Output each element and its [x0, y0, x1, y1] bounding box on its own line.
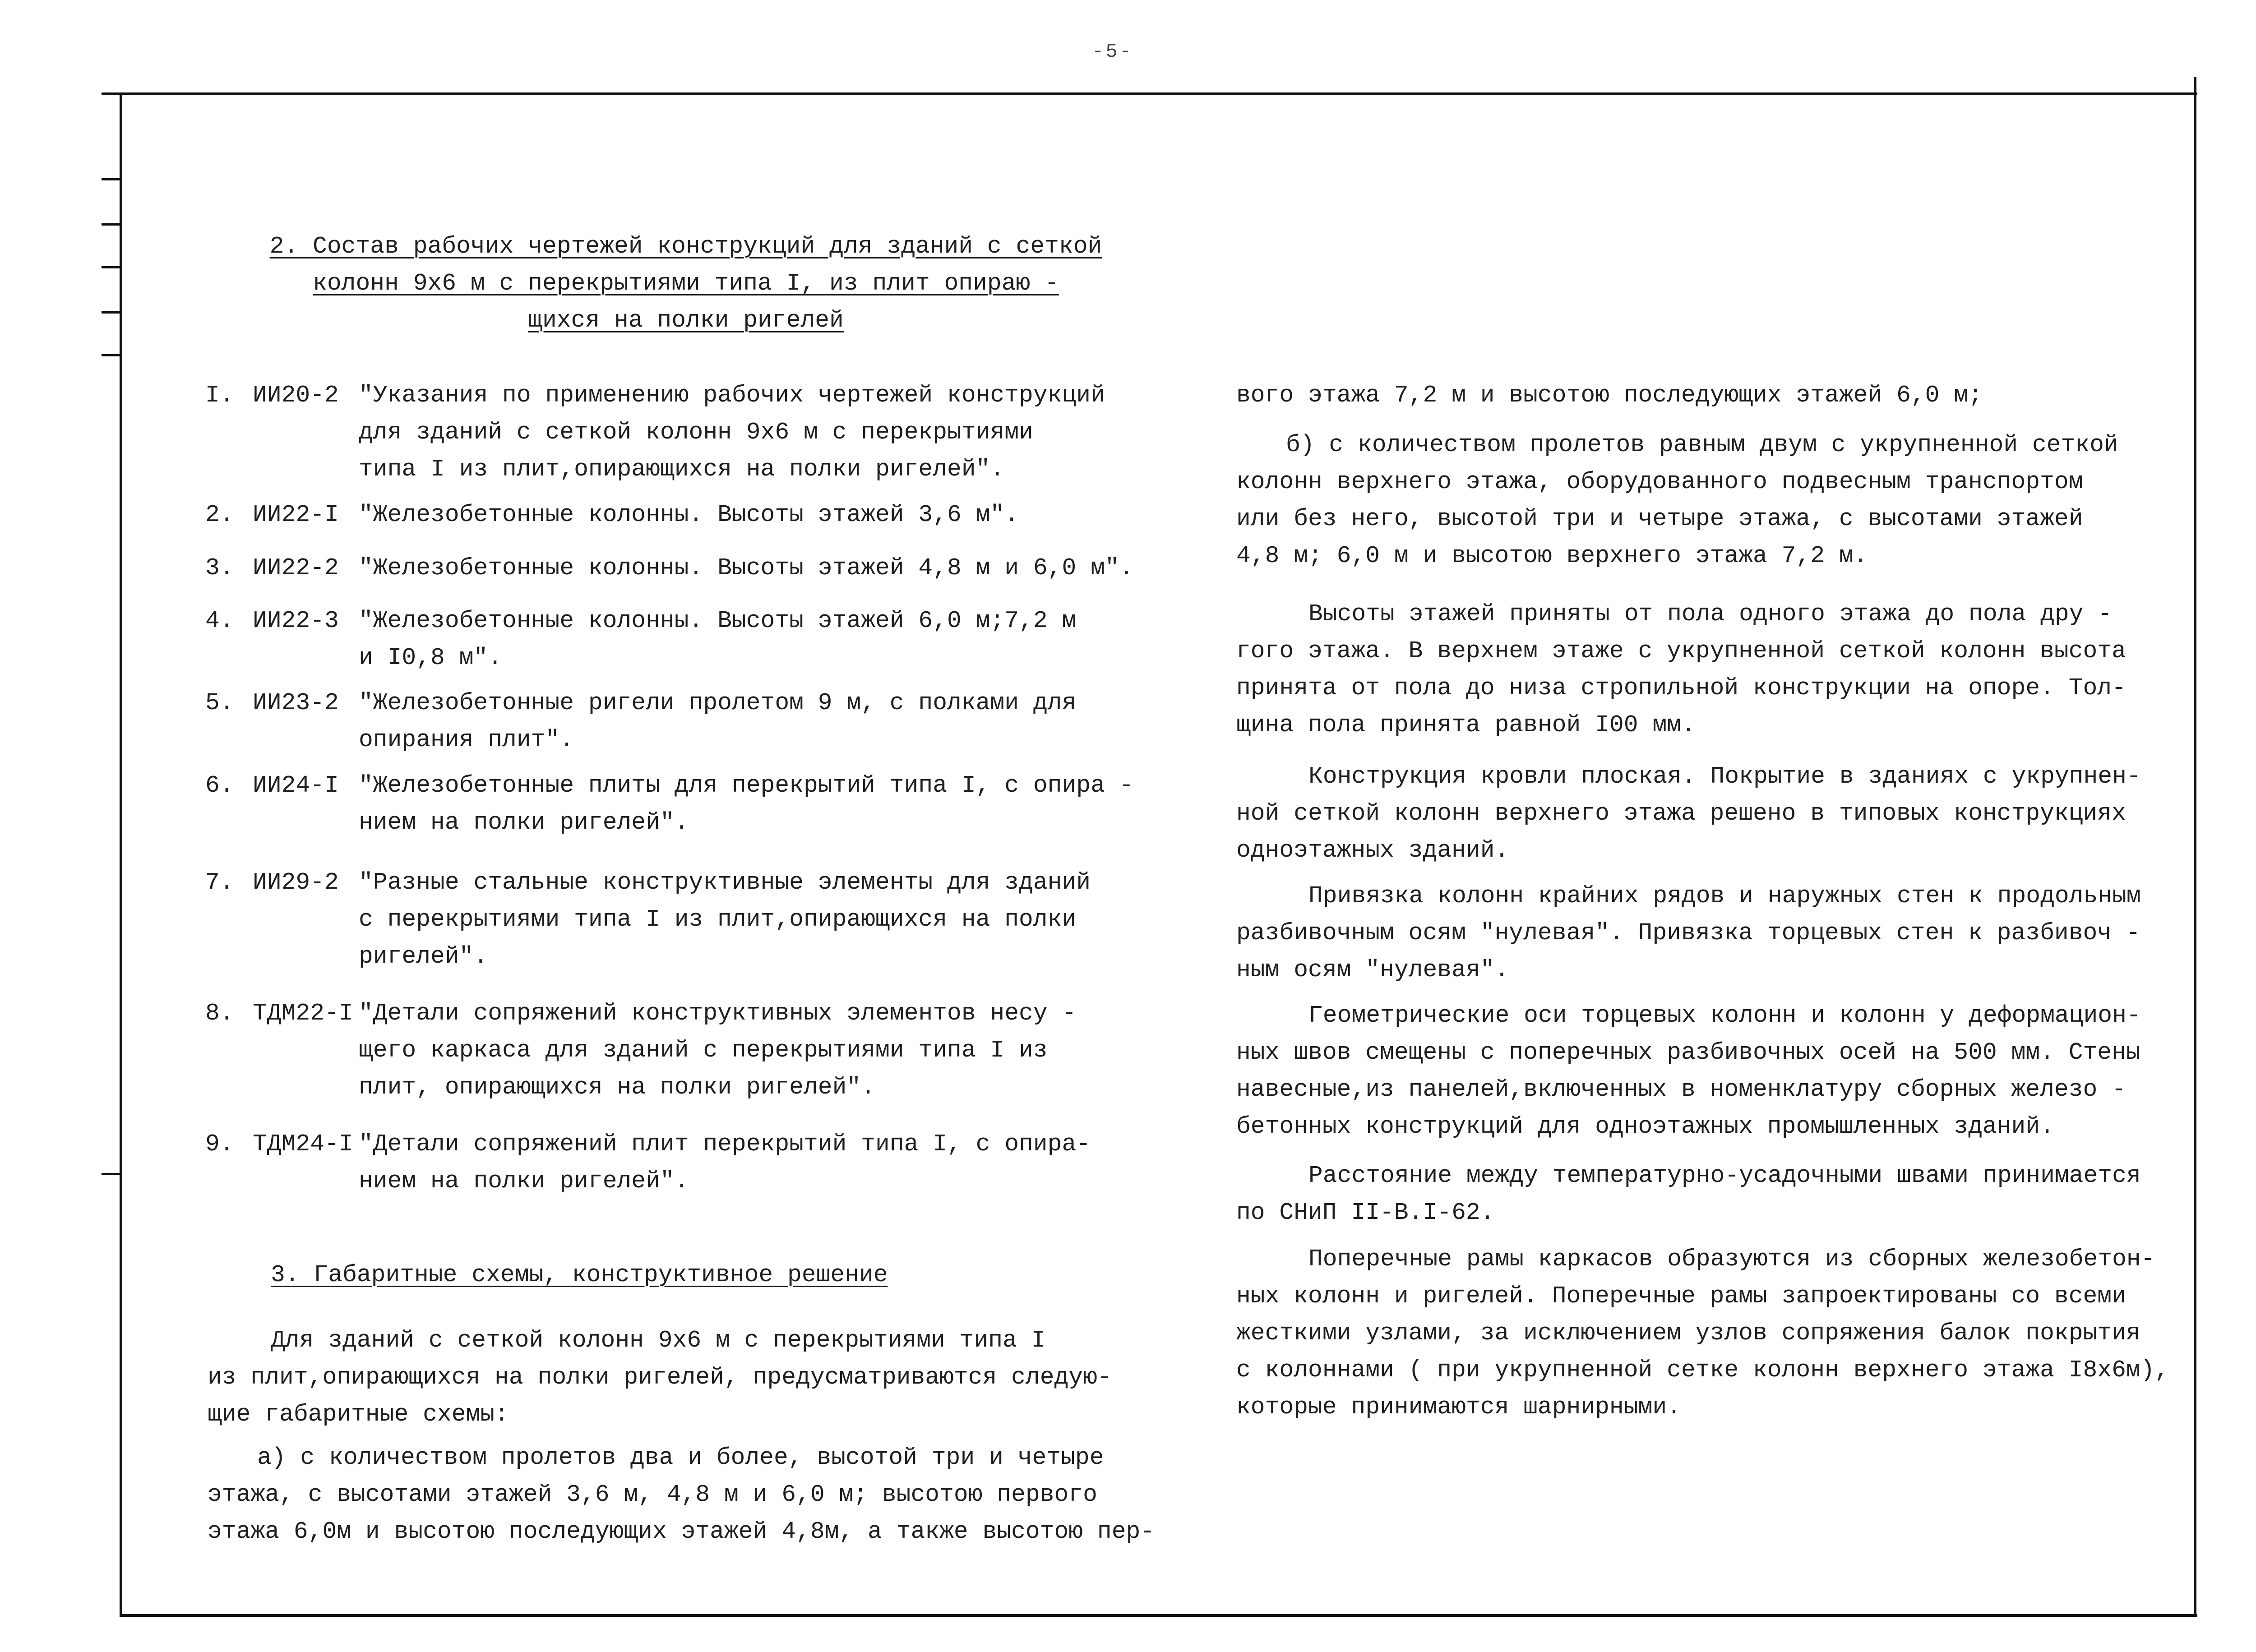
right-continuation: вого этажа 7,2 м и высотою последующих этажей 6,0 м;	[1236, 382, 1983, 409]
frame-bottom	[120, 1614, 2197, 1617]
binding-tick	[102, 354, 122, 356]
item-code: ИИ22-I	[253, 501, 339, 528]
item-title: "Указания по применению рабочих чертежей конструкций для зданий с сеткой колонн 9х6 м с перекрытиями типа I из плит,опирающихся на полки ригелей".	[359, 382, 1105, 483]
section-3-item-a: а) с количеством пролетов два и более, высотой три и четыре этажа, с высотами этажей 3,6 м, 4,8 м и 6,0 м; высотою первого этажа 6,0м и высотою последующих этажей 4,8м, а также высотою пер-	[208, 1444, 1155, 1545]
item-code: ТДМ24-I	[253, 1131, 353, 1158]
section-2-heading	[235, 228, 1137, 339]
section-3-intro: Для зданий с сеткой колонн 9х6 м с перекрытиями типа I из плит,опирающихся на полки ригелей, предусматриваются следую- щие габаритные схемы:	[208, 1327, 1112, 1428]
right-para-6: Поперечные рамы каркасов образуются из сборных железобетон- ных колонн и ригелей. Поперечные рамы запроектированы со всеми жесткими узлами, за исключением узлов сопряжения балок покрытия с колоннами ( при укрупненной сетке колонн верхнего этажа I8х6м), которые принимаются шарнирными.	[1236, 1246, 2169, 1421]
item-title: "Железобетонные колонны. Высоты этажей 3,6 м".	[359, 501, 1019, 528]
item-number: 6.	[205, 772, 234, 799]
item-number: 9.	[205, 1131, 234, 1158]
item-number: 8.	[205, 1000, 234, 1027]
item-code: ТДМ22-I	[253, 1000, 353, 1027]
item-code: ИИ22-2	[253, 554, 339, 581]
frame-right	[2194, 77, 2196, 1617]
item-title: "Детали сопряжений конструктивных элементов несу - щего каркаса для зданий с перекрытиями типа I из плит, опирающихся на полки ригелей".	[359, 1000, 1077, 1101]
item-code: ИИ29-2	[253, 869, 339, 896]
item-code: ИИ20-2	[253, 382, 339, 409]
item-number: I.	[205, 382, 234, 409]
right-para-4: Геометрические оси торцевых колонн и колонн у деформацион- ных швов смещены с поперечных разбивочных осей на 500 мм. Стены навесные,из панелей,включенных в номенклатуру сборных железо - бетонных конструкций для одноэтажных промышленных зданий.	[1236, 1002, 2141, 1140]
binding-tick	[102, 266, 122, 268]
right-item-b: б) с количеством пролетов равным двум с укрупненной сеткой колонн верхнего этажа, оборудованного подвесным транспортом или без него, высотой три и четыре этажа, с высотами этажей 4,8 м; 6,0 м и высотою верхнего этажа 7,2 м.	[1236, 431, 2118, 569]
binding-tick	[102, 1173, 122, 1175]
right-para-2: Конструкция кровли плоская. Покрытие в зданиях с укрупнен- ной сеткой колонн верхнего этажа решено в типовых конструкциях одноэтажных зданий.	[1236, 763, 2141, 864]
page-number: -5-	[1092, 41, 1133, 63]
frame-top	[102, 92, 2197, 95]
section-2-heading-line: щихся на полки ригелей	[528, 307, 844, 334]
binding-tick	[102, 223, 122, 226]
item-number: 4.	[205, 607, 234, 634]
item-number: 5.	[205, 689, 234, 716]
item-title: "Детали сопряжений плит перекрытий типа I, с опира- нием на полки ригелей".	[359, 1131, 1091, 1195]
binding-tick	[102, 311, 122, 314]
item-code: ИИ23-2	[253, 689, 339, 716]
item-title: "Железобетонные плиты для перекрытий типа I, с опира - нием на полки ригелей".	[359, 772, 1134, 836]
section-2-heading-line: колонн 9х6 м с перекрытиями типа I, из плит опираю -	[313, 270, 1059, 297]
item-code: ИИ24-I	[253, 772, 339, 799]
item-title: "Железобетонные колонны. Высоты этажей 4,8 м и 6,0 м".	[359, 554, 1134, 581]
item-title: "Разные стальные конструктивные элементы для зданий с перекрытиями типа I из плит,опирающихся на полки ригелей".	[359, 869, 1091, 970]
item-number: 2.	[205, 501, 234, 528]
item-number: 7.	[205, 869, 234, 896]
frame-left	[120, 92, 122, 1617]
item-title: "Железобетонные колонны. Высоты этажей 6,0 м;7,2 м и I0,8 м".	[359, 607, 1077, 671]
item-number: 3.	[205, 554, 234, 581]
section-3-heading	[271, 1256, 948, 1293]
right-para-5: Расстояние между температурно-усадочными швами принимается по СНиП II-В.I-62.	[1236, 1162, 2141, 1226]
binding-tick	[102, 178, 122, 180]
right-para-3: Привязка колонн крайних рядов и наружных стен к продольным разбивочным осям "нулевая". Привязка торцевых стен к разбивоч - ным осям "нулевая".	[1236, 882, 2141, 983]
item-title: "Железобетонные ригели пролетом 9 м, с полками для опирания плит".	[359, 689, 1077, 753]
right-para-1: Высоты этажей приняты от пола одного этажа до пола дру - гого этажа. В верхнем этаже с укрупненной сеткой колонн высота принята от пола до низа стропильной конструкции на опоре. Тол- щина пола принята равной I00 мм.	[1236, 600, 2126, 738]
section-3-heading-text: 3. Габаритные схемы, конструктивное решение	[271, 1261, 888, 1288]
section-2-heading-line: 2. Состав рабочих чертежей конструкций для зданий с сеткой	[269, 233, 1102, 260]
item-code: ИИ22-3	[253, 607, 339, 634]
